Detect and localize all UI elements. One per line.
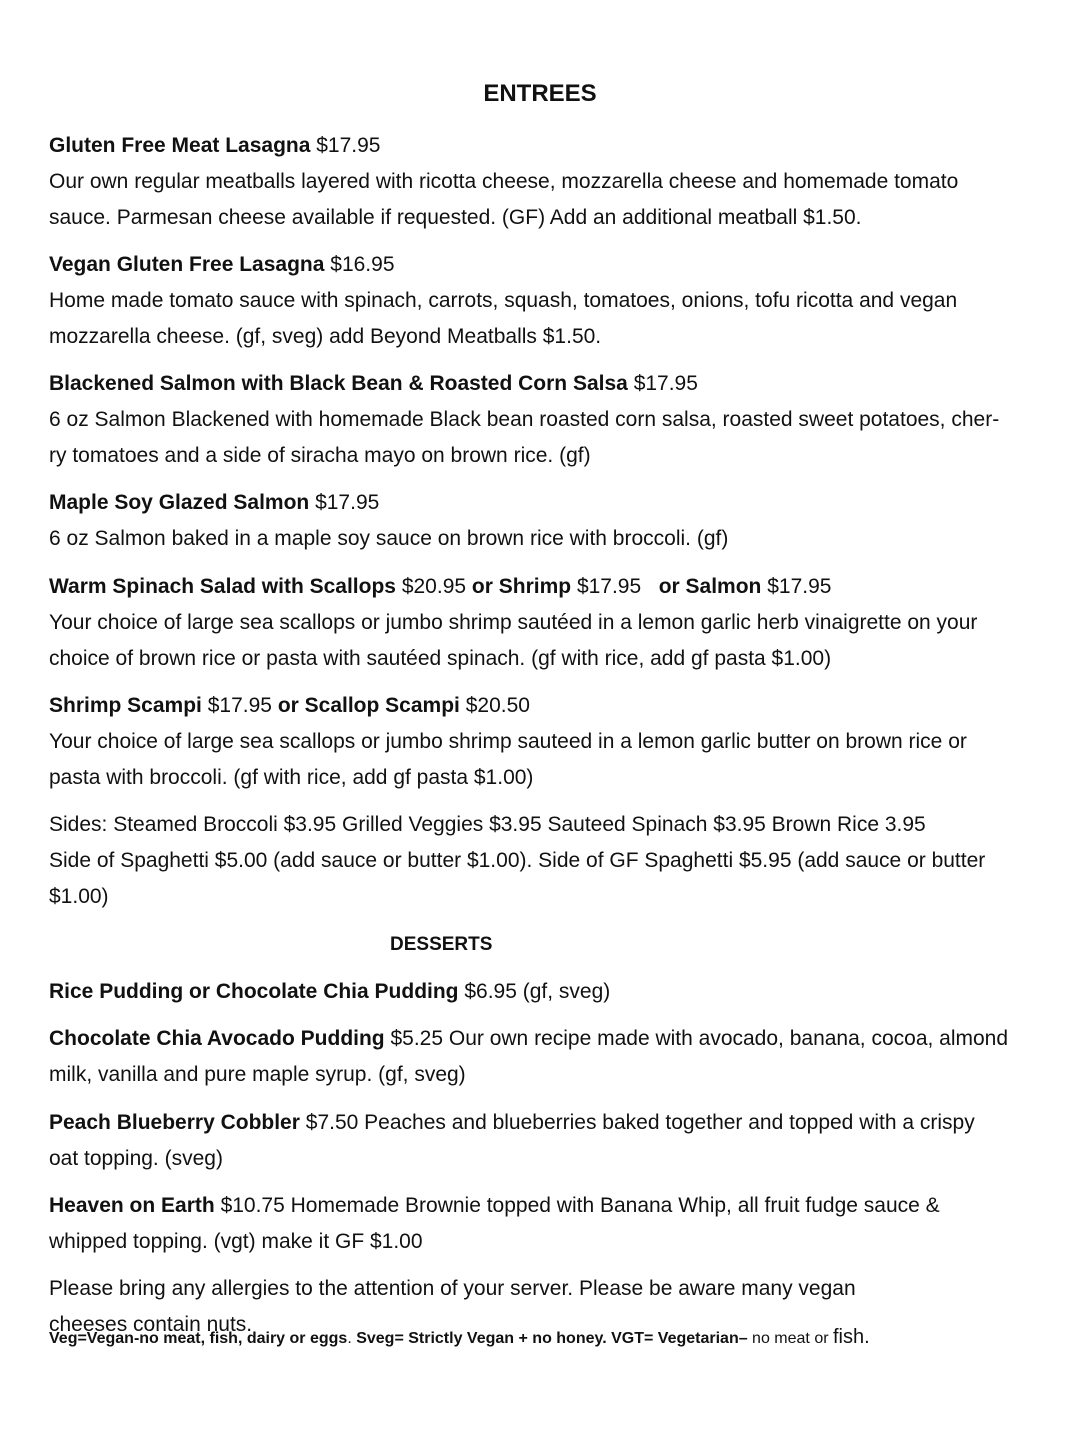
entree-name: Blackened Salmon with Black Bean & Roasted Corn Salsa [49, 372, 628, 395]
entree-alt-name: or Salmon [658, 575, 762, 598]
entree-name: Gluten Free Meat Lasagna [49, 134, 311, 157]
entree-description: Your choice of large sea scallops or jumbo shrimp sautéed in a lemon garlic herb vinaigrette on your [49, 611, 978, 634]
legend-rest: no meat or [747, 1330, 833, 1347]
entree-price: $16.95 [330, 253, 395, 276]
entree-price: $17.95 [207, 694, 272, 717]
entree-description: Home made tomato sauce with spinach, carrots, squash, tomatoes, onions, tofu ricotta and vegan [49, 289, 958, 312]
entree-item [49, 688, 1044, 796]
legend-sveg-vgt: Sveg= Strictly Vegan + no honey. VGT= Vegetarian– [356, 1330, 748, 1347]
dessert-item [49, 974, 1044, 1010]
dessert-details: whipped topping. (vgt) make it GF $1.00 [49, 1230, 423, 1253]
dessert-details: $10.75 Homemade Brownie topped with Banana Whip, all fruit fudge sauce & [220, 1194, 940, 1217]
entree-name: Warm Spinach Salad with Scallops [49, 575, 396, 598]
entree-description: sauce. Parmesan cheese available if requested. (GF) Add an additional meatball $1.50. [49, 206, 862, 229]
entree-alt-price: $20.50 [465, 694, 530, 717]
entree-alt-price: $17.95 [576, 575, 642, 598]
entree-alt-name: or Scallop Scampi [277, 694, 460, 717]
entree-price: $20.95 [401, 575, 467, 598]
legend-separator: . [347, 1330, 357, 1347]
dessert-name: Peach Blueberry Cobbler [49, 1111, 300, 1134]
entree-name: Shrimp Scampi [49, 694, 202, 717]
dessert-item [49, 1021, 1044, 1093]
dessert-item [49, 1188, 1044, 1260]
dessert-details: milk, vanilla and pure maple syrup. (gf, sveg) [49, 1063, 466, 1086]
entree-item [49, 366, 1044, 474]
dessert-details: $6.95 (gf, sveg) [464, 980, 611, 1003]
entree-item [49, 569, 1044, 677]
entrees-heading: ENTREES [483, 80, 597, 107]
entree-description: mozzarella cheese. (gf, sveg) add Beyond Meatballs $1.50. [49, 325, 602, 348]
entree-alt-price: $17.95 [767, 575, 832, 598]
sides-section [49, 807, 1044, 915]
legend-veg: Veg=Vegan-no meat, fish, dairy or eggs [49, 1330, 348, 1347]
dessert-item [49, 1105, 1044, 1177]
dessert-details: $7.50 Peaches and blueberries baked together and topped with a crispy [305, 1111, 975, 1134]
entree-description: 6 oz Salmon baked in a maple soy sauce on brown rice with broccoli. (gf) [49, 527, 729, 550]
dessert-name: Rice Pudding or Chocolate Chia Pudding [49, 980, 459, 1003]
sides-line: $1.00) [49, 885, 109, 908]
legend-fish: fish. [832, 1326, 870, 1348]
entree-price: $17.95 [316, 134, 381, 157]
entree-item [49, 128, 1044, 236]
entree-price: $17.95 [315, 491, 380, 514]
dessert-details: oat topping. (sveg) [49, 1147, 223, 1170]
dessert-details: $5.25 Our own recipe made with avocado, banana, cocoa, almond [390, 1027, 1009, 1050]
entree-description: ry tomatoes and a side of siracha mayo on brown rice. (gf) [49, 444, 591, 467]
entree-description: Our own regular meatballs layered with ricotta cheese, mozzarella cheese and homemade tomato [49, 170, 959, 193]
entree-description: choice of brown rice or pasta with sautéed spinach. (gf with rice, add gf pasta $1.00) [49, 647, 832, 670]
diet-legend [49, 1324, 1050, 1352]
allergy-line: Please bring any allergies to the attention of your server. Please be aware many vegan [49, 1277, 856, 1300]
entree-description: Your choice of large sea scallops or jumbo shrimp sauteed in a lemon garlic butter on brown rice or [49, 730, 967, 753]
entree-alt-name: or Shrimp [471, 575, 572, 598]
entree-name: Vegan Gluten Free Lasagna [49, 253, 325, 276]
entree-description: pasta with broccoli. (gf with rice, add gf pasta $1.00) [49, 766, 534, 789]
entree-item [49, 485, 1044, 557]
entree-price: $17.95 [633, 372, 698, 395]
entree-name: Maple Soy Glazed Salmon [49, 491, 310, 514]
entree-description: 6 oz Salmon Blackened with homemade Black bean roasted corn salsa, roasted sweet potatoes, cher- [49, 408, 1000, 431]
dessert-name: Chocolate Chia Avocado Pudding [49, 1027, 385, 1050]
dessert-name: Heaven on Earth [49, 1194, 215, 1217]
entree-item [49, 247, 1044, 355]
allergy-line: cheeses contain nuts. [49, 1313, 253, 1336]
sides-line: Side of Spaghetti $5.00 (add sauce or butter $1.00). Side of GF Spaghetti $5.95 (add sauce or butter [49, 849, 986, 872]
sides-line: Sides: Steamed Broccoli $3.95 Grilled Veggies $3.95 Sauteed Spinach $3.95 Brown Rice 3.95 [49, 813, 926, 836]
desserts-heading: DESSERTS [390, 934, 493, 955]
